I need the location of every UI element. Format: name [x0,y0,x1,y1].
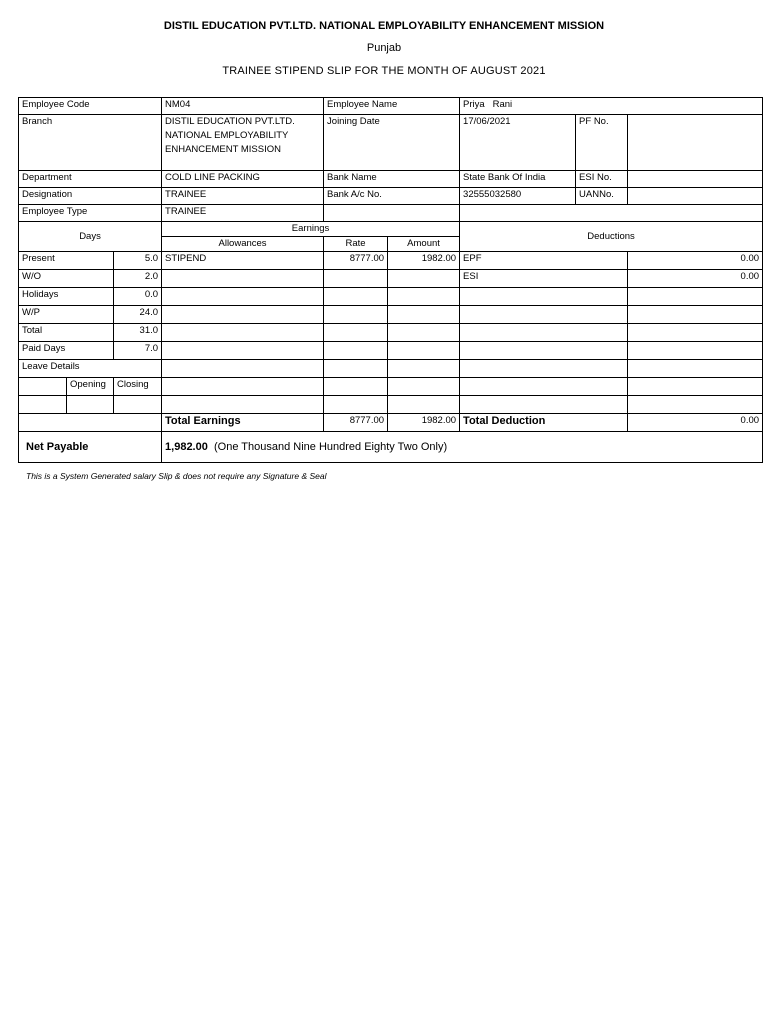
total-earnings-rate: 8777.00 [324,414,388,432]
bank-account-value: 32555032580 [460,188,576,205]
leave-closing-label: Closing [114,378,162,396]
total-deduction-label: Total Deduction [460,414,628,432]
days-label: W/P [19,306,114,324]
allowance-name: STIPEND [162,252,324,270]
stipend-slip-table [18,97,763,463]
deduction-name: EPF [460,252,628,270]
days-value: 5.0 [114,252,162,270]
pf-no-label: PF No. [576,115,628,171]
designation-value: TRAINEE [162,188,324,205]
days-label: Present [19,252,114,270]
employee-type-value: TRAINEE [162,205,324,222]
table-row [19,324,763,342]
employee-code-label: Employee Code [19,98,162,115]
employee-code-value: NM04 [162,98,324,115]
days-value: 24.0 [114,306,162,324]
pf-no-value [628,115,763,171]
leave-opening-label: Opening [67,378,114,396]
table-row [19,342,763,360]
deductions-header: Deductions [460,222,763,252]
allowance-amount: 1982.00 [388,252,460,270]
amount-header: Amount [388,237,460,252]
total-earnings-amount: 1982.00 [388,414,460,432]
net-payable-label: Net Payable [19,432,162,463]
esi-no-value [628,171,763,188]
days-label: Paid Days [19,342,114,360]
deduction-name: ESI [460,270,628,288]
bank-name-label: Bank Name [324,171,460,188]
department-value: COLD LINE PACKING [162,171,324,188]
total-earnings-label: Total Earnings [162,414,324,432]
total-deduction-amount: 0.00 [628,414,763,432]
table-row [19,270,763,288]
employee-name-value: Priya Rani [460,98,763,115]
rate-header: Rate [324,237,388,252]
employee-name-label: Employee Name [324,98,460,115]
bank-account-label: Bank A/c No. [324,188,460,205]
days-value: 2.0 [114,270,162,288]
days-value: 7.0 [114,342,162,360]
system-generated-note: This is a System Generated salary Slip & does not require any Signature & Seal [26,471,327,481]
net-payable-words: (One Thousand Nine Hundred Eighty Two Only) [213,441,448,453]
leave-details-label: Leave Details [19,360,162,378]
table-row [19,252,763,270]
days-value: 0.0 [114,288,162,306]
allowance-rate: 8777.00 [324,252,388,270]
earnings-header: Earnings [162,222,460,237]
company-name: DISTIL EDUCATION PVT.LTD. NATIONAL EMPLOYABILITY ENHANCEMENT MISSION [163,20,605,32]
department-label: Department [19,171,162,188]
net-payable-amount: 1,982.00 [165,441,208,453]
deduction-amount: 0.00 [628,252,763,270]
joining-date-label: Joining Date [324,115,460,171]
state-name: Punjab [366,42,402,54]
branch-label: Branch [19,115,162,171]
branch-value: DISTIL EDUCATION PVT.LTD. NATIONAL EMPLOYABILITY ENHANCEMENT MISSION [162,115,324,171]
uan-no-value [628,188,763,205]
days-value: 31.0 [114,324,162,342]
deduction-amount: 0.00 [628,270,763,288]
days-header: Days [19,222,162,252]
allowances-header: Allowances [162,237,324,252]
days-label: W/O [19,270,114,288]
uan-no-label: UANNo. [576,188,628,205]
esi-no-label: ESI No. [576,171,628,188]
bank-name-value: State Bank Of India [460,171,576,188]
table-row [19,288,763,306]
joining-date-value: 17/06/2021 [460,115,576,171]
table-row [19,306,763,324]
days-label: Holidays [19,288,114,306]
employee-type-label: Employee Type [19,205,162,222]
designation-label: Designation [19,188,162,205]
slip-title: TRAINEE STIPEND SLIP FOR THE MONTH OF AUGUST 2021 [222,65,546,77]
days-label: Total [19,324,114,342]
